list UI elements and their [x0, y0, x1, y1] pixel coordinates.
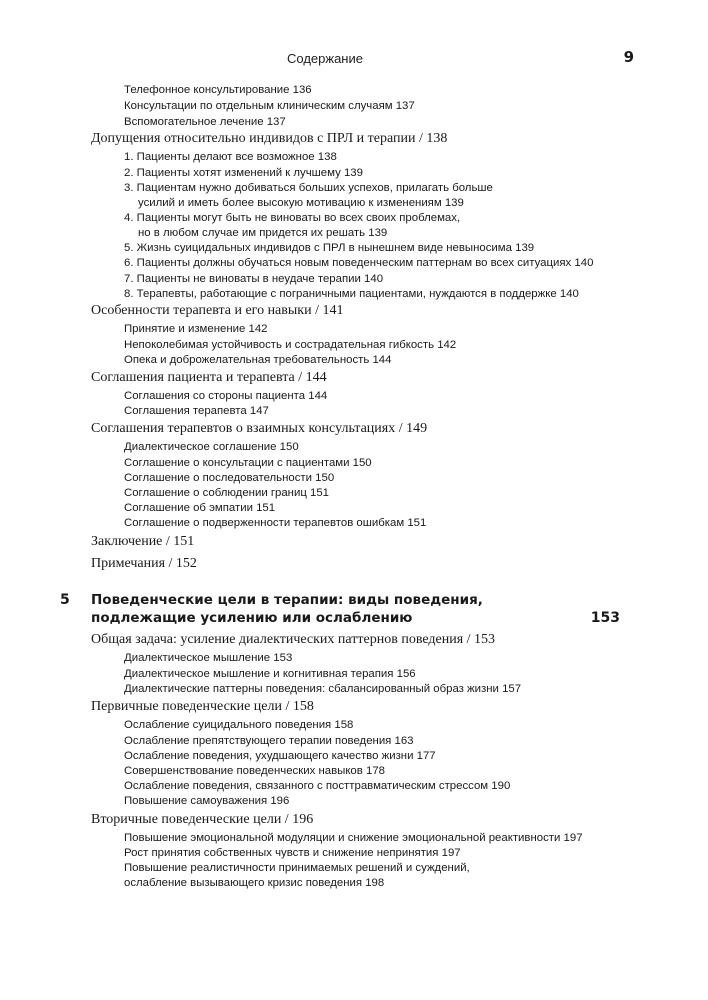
toc-entry: Телефонное консультирование 136 — [124, 84, 312, 96]
chapter-title-continued: подлежащие усилению или ослаблению — [91, 610, 413, 626]
toc-entry: Непоколебимая устойчивость и сострадательная гибкость 142 — [124, 339, 457, 351]
toc-section-heading: Общая задача: усиление диалектических паттернов поведения / 153 — [91, 632, 496, 647]
toc-entry: Диалектическое мышление и когнитивная терапия 156 — [124, 668, 416, 680]
toc-entry: Вспомогательное лечение 137 — [124, 116, 286, 128]
toc-entry: Принятие и изменение 142 — [124, 323, 268, 335]
toc-section-heading: Соглашения терапевтов о взаимных консультациях / 149 — [91, 421, 428, 436]
toc-section-heading: Заключение / 151 — [91, 534, 195, 549]
toc-entry: Соглашение о подверженности терапевтов ошибкам 151 — [124, 517, 427, 529]
toc-entry: Повышение самоуважения 196 — [124, 795, 290, 807]
page-number: 9 — [623, 48, 634, 66]
toc-entry: 7. Пациенты не виноваты в неудаче терапии 140 — [124, 273, 384, 285]
toc-entry: Ослабление поведения, связанного с посттравматическим стрессом 190 — [124, 780, 511, 792]
toc-entry: Соглашение о консультации с пациентами 150 — [124, 457, 372, 469]
toc-entry: Соглашения терапевта 147 — [124, 405, 269, 417]
toc-section-heading: Особенности терапевта и его навыки / 141 — [91, 303, 344, 318]
toc-entry: Ослабление препятствующего терапии поведения 163 — [124, 735, 414, 747]
toc-section-heading: Вторичные поведенческие цели / 196 — [91, 812, 314, 827]
toc-entry: Рост принятия собственных чувств и снижение непринятия 197 — [124, 847, 461, 859]
toc-entry: Повышение эмоциональной модуляции и снижение эмоциональной реактивности 197 — [124, 832, 583, 844]
toc-section-heading: Допущения относительно индивидов с ПРЛ и терапии / 138 — [91, 131, 448, 146]
toc-entry: Диалектические паттерны поведения: сбалансированный образ жизни 157 — [124, 683, 522, 695]
toc-entry-continued: но в любом случае им придется их решать 139 — [138, 227, 388, 239]
toc-entry: 1. Пациенты делают все возможное 138 — [124, 151, 337, 163]
toc-entry: Опека и доброжелательная требовательность 144 — [124, 354, 392, 366]
toc-entry: Диалектическое соглашение 150 — [124, 441, 299, 453]
toc-entry: Соглашение о последовательности 150 — [124, 472, 335, 484]
toc-entry-continued: ослабление вызывающего кризис поведения 198 — [124, 877, 385, 889]
chapter-page: 153 — [590, 610, 620, 626]
toc-section-heading: Соглашения пациента и терапевта / 144 — [91, 370, 327, 385]
toc-section-heading: Первичные поведенческие цели / 158 — [91, 699, 314, 714]
toc-entry: 5. Жизнь суицидальных индивидов с ПРЛ в нынешнем виде невыносима 139 — [124, 242, 535, 254]
toc-entry: Соглашение о соблюдении границ 151 — [124, 487, 330, 499]
toc-entry: Соглашения со стороны пациента 144 — [124, 390, 328, 402]
running-title: Содержание — [287, 51, 363, 66]
toc-section-heading: Примечания / 152 — [91, 556, 197, 571]
toc-entry: 3. Пациентам нужно добиваться больших успехов, прилагать больше — [124, 182, 493, 194]
chapter-number: 5 — [60, 592, 70, 608]
chapter-title: Поведенческие цели в терапии: виды поведения, — [91, 592, 483, 608]
toc-entry: 8. Терапевты, работающие с пограничными пациентами, нуждаются в поддержке 140 — [124, 288, 579, 300]
toc-entry-continued: усилий и иметь более высокую мотивацию к изменениям 139 — [138, 197, 464, 209]
toc-entry: Соглашение об эмпатии 151 — [124, 502, 276, 514]
toc-entry: Повышение реалистичности принимаемых решений и суждений, — [124, 862, 470, 874]
toc-entry: Совершенствование поведенческих навыков 178 — [124, 765, 385, 777]
toc-entry: 6. Пациенты должны обучаться новым поведенческим паттернам во всех ситуациях 140 — [124, 257, 594, 269]
toc-entry: Ослабление суицидального поведения 158 — [124, 719, 354, 731]
toc-entry: Диалектическое мышление 153 — [124, 652, 293, 664]
toc-entry: 4. Пациенты могут быть не виноваты во всех своих проблемах, — [124, 212, 461, 224]
toc-entry: 2. Пациенты хотят изменений к лучшему 139 — [124, 167, 363, 179]
toc-entry: Консультации по отдельным клиническим случаям 137 — [124, 100, 415, 112]
toc-entry: Ослабление поведения, ухудшающего качество жизни 177 — [124, 750, 436, 762]
